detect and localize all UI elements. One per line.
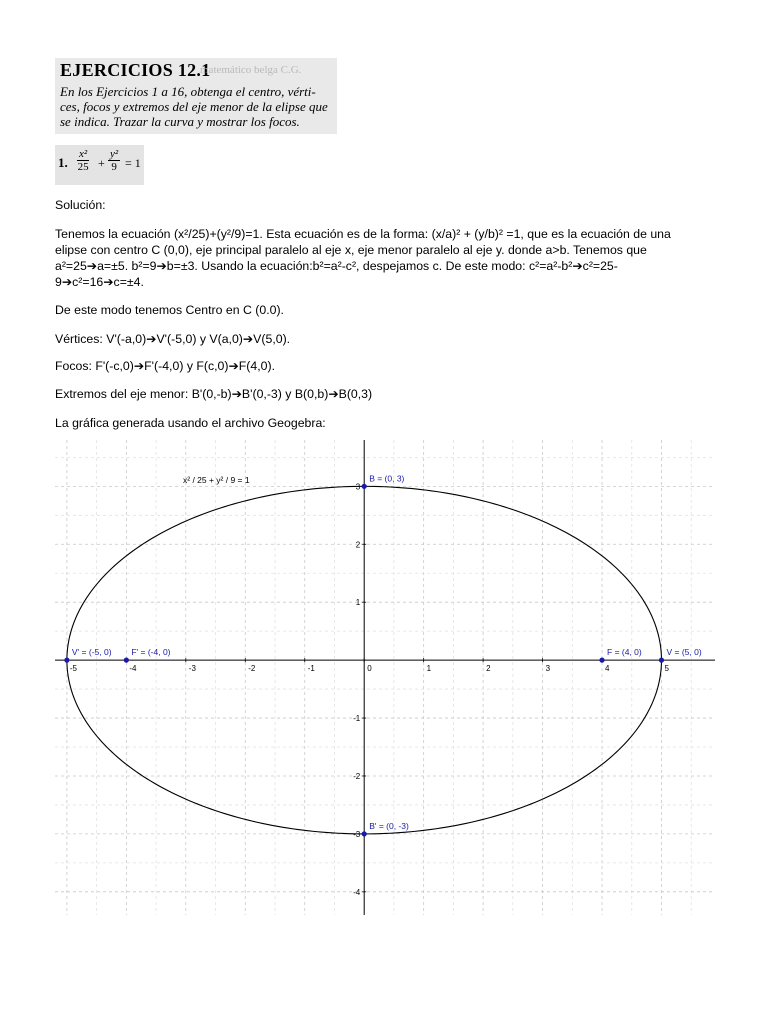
x-tick-label: 0 — [367, 664, 372, 674]
point-marker — [659, 658, 664, 663]
fraction-x-numerator: x² — [79, 148, 88, 160]
y-tick-label: 3 — [355, 482, 361, 492]
y-tick-label: -4 — [353, 887, 361, 897]
x-tick-label: -2 — [248, 664, 256, 674]
x-tick-label: -3 — [188, 664, 196, 674]
y-tick-label: 1 — [355, 598, 361, 608]
bleed-through-text: matemático belga C.G. — [200, 64, 302, 76]
point-marker — [362, 831, 367, 836]
exercise-equation-scan — [55, 145, 144, 185]
point-marker — [599, 658, 604, 663]
equals-one: = 1 — [125, 156, 141, 170]
ellipse-graph — [55, 440, 715, 915]
y-tick-label: -3 — [353, 829, 361, 839]
minor-axis-statement: Extremos del eje menor: B'(0,-b)➔B'(0,-3) y B(0,b)➔B(0,3) — [55, 387, 373, 401]
fraction-x — [77, 148, 89, 173]
foci-statement: Focos: F'(-c,0)➔F'(-4,0) y F(c,0)➔F(4,0). — [55, 359, 276, 373]
point-label: V = (5, 0) — [666, 647, 702, 658]
solution-line-1: Tenemos la ecuación (x²/25)+(y²/9)=1. Esta ecuación es de la forma: (x/a)² + (y/b)² =1, que es la ecuación de una — [55, 227, 671, 241]
point-label: B' = (0, -3) — [369, 820, 409, 831]
graph-grid — [55, 440, 715, 915]
exercise-title: EJERCICIOS 12.1 — [60, 60, 211, 80]
point-label: B = (0, 3) — [369, 473, 405, 484]
fraction-y — [108, 148, 120, 173]
fraction-y-denominator: 9 — [111, 161, 117, 173]
graph-axes — [55, 440, 715, 915]
center-statement: De este modo tenemos Centro en C (0.0). — [55, 303, 284, 317]
vertices-statement: Vértices: V'(-a,0)➔V'(-5,0) y V(a,0)➔V(5,0). — [55, 332, 291, 346]
exercise-number: 1. — [58, 155, 68, 170]
point-label: V' = (-5, 0) — [71, 647, 112, 658]
point-marker — [64, 658, 69, 663]
special-points — [64, 473, 702, 836]
x-tick-label: 5 — [664, 664, 669, 674]
x-tick-label: -1 — [307, 664, 315, 674]
x-tick-label: -4 — [129, 664, 137, 674]
equation-label: x² / 25 + y² / 9 = 1 — [183, 475, 250, 485]
exercise-header-scan — [55, 58, 337, 134]
fraction-x-denominator: 25 — [77, 161, 89, 173]
x-tick-label: 3 — [545, 664, 551, 674]
y-tick-label: -2 — [353, 771, 361, 781]
y-tick-label: 2 — [355, 540, 361, 550]
point-label: F = (4, 0) — [607, 647, 642, 658]
graph-intro: La gráfica generada usando el archivo Geogebra: — [55, 416, 326, 430]
point-marker — [362, 484, 367, 489]
plus-sign: + — [98, 156, 105, 170]
x-tick-label: -5 — [69, 664, 78, 674]
x-tick-label: 1 — [426, 664, 432, 674]
solution-line-4: 9➔c²=16➔c=±4. — [55, 275, 144, 289]
y-tick-label: -1 — [353, 714, 361, 724]
exercise-instructions: En los Ejercicios 1 a 16, obtenga el centro, vérti-ces, focos y extremos del eje menor de la elipse que se indica. Trazar la curva y mostrar los focos. — [60, 84, 328, 129]
solution-line-3: a²=25➔a=±5. b²=9➔b=±3. Usando la ecuación:b²=a²-c², despejamos c. De este modo: c²=a²-b²➔c²=25- — [55, 259, 618, 273]
point-label: F' = (-4, 0) — [131, 647, 171, 658]
x-tick-label: 2 — [486, 664, 491, 674]
solution-label: Solución: — [55, 198, 106, 212]
solution-line-2: elipse con centro C (0,0), eje principal paralelo al eje x, eje menor paralelo al eje y. donde a>b. Tenemos que — [55, 243, 647, 257]
point-marker — [124, 658, 129, 663]
x-tick-label: 4 — [605, 664, 610, 674]
fraction-y-numerator: y² — [110, 148, 119, 160]
